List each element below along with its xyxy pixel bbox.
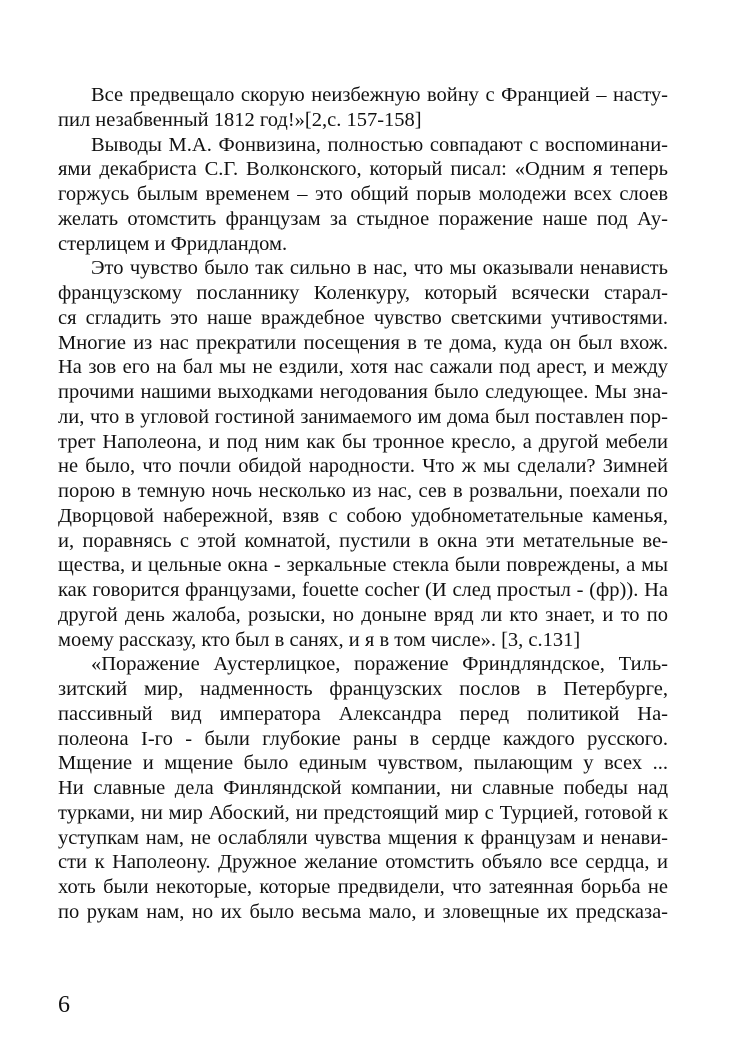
text-line: не было, что почли обидой народности. Что ж мы сделали? Зимней xyxy=(58,455,668,478)
text-line: как говорится французами, fouette cocher (И след простыл - (фр)). На xyxy=(58,579,668,601)
text-line: Это чувство было так сильно в нас, что мы оказывали ненависть xyxy=(91,257,668,280)
text-line: Многие из нас прекратили посещения в те дома, куда он был вхож. xyxy=(58,331,668,354)
text-line: Выводы М.А. Фонвизина, полностью совпадают с воспоминани- xyxy=(91,133,668,156)
text-line: по рукам нам, но их было весьма мало, и зловещные их предсказа- xyxy=(58,900,668,923)
text-line: ся сгладить это наше враждебное чувство светскими учтивостями. xyxy=(58,306,668,329)
text-line: пил незабвенный 1812 год!»[2,с. 157-158] xyxy=(58,108,422,131)
text-line: французскому посланнику Коленкуру, который всячески старал- xyxy=(58,282,668,304)
page-number: 6 xyxy=(58,992,70,1018)
text-line: и, поравнясь с этой комнатой, пустили в окна эти метательные ве- xyxy=(58,529,668,552)
text-line: щества, и цельные окна - зеркальные стекла были повреждены, а мы xyxy=(58,554,668,577)
text-line: турками, ни мир Абоский, ни предстоящий мир с Турцией, готовой к xyxy=(58,801,668,824)
text-line: зитский мир, надменность французских послов в Петербурге, xyxy=(58,678,668,700)
text-line: другой день жалоба, розыски, но доныне вряд ли кто знает, и то по xyxy=(58,603,668,626)
body-text xyxy=(58,83,668,925)
text-line: горжусь былым временем – это общий порыв молодежи всех слоев xyxy=(58,183,668,205)
text-line: пассивный вид императора Александра перед политикой На- xyxy=(58,702,668,725)
text-line: ли, что в угловой гостиной занимаемого им дома был поставлен пор- xyxy=(58,405,668,428)
text-line: Все предвещало скорую неизбежную войну с Францией – насту- xyxy=(91,84,668,106)
text-line: прочими нашими выходками негодования было следующее. Мы зна- xyxy=(58,381,668,403)
text-line: Дворцовой набережной, взяв с собою удобнометательные каменья, xyxy=(58,504,668,527)
text-line: хоть были некоторые, которые предвидели, что затеянная борьба не xyxy=(58,876,668,898)
text-line: моему рассказу, кто был в санях, и я в том числе». [3, с.131] xyxy=(58,628,581,651)
text-line: трет Наполеона, и под ним как бы тронное кресло, а другой мебели xyxy=(58,430,668,453)
text-line: стерлицем и Фридландом. xyxy=(58,232,288,255)
text-line: полеона I-го - были глубокие раны в сердце каждого русского. xyxy=(58,727,668,750)
text-line: ями декабриста С.Г. Волконского, который писал: «Одним я теперь xyxy=(58,158,668,181)
text-line: желать отомстить французам за стыдное поражение наше под Ау- xyxy=(58,207,668,230)
text-line: «Поражение Аустерлицкое, поражение Фриндляндское, Тиль- xyxy=(91,653,668,676)
text-line: На зов его на бал мы не ездили, хотя нас сажали под арест, и между xyxy=(58,356,668,379)
text-line: сти к Наполеону. Дружное желание отомстить объяло все сердца, и xyxy=(58,851,668,874)
text-line: порою в темную ночь несколько из нас, сев в розвальни, поехали по xyxy=(58,480,668,502)
text-line: Мщение и мщение было единым чувством, пылающим у всех ... xyxy=(58,752,668,775)
text-line: уступкам нам, не ослабляли чувства мщения к французам и ненави- xyxy=(58,826,668,849)
text-line: Ни славные дела Финляндской компании, ни славные победы над xyxy=(58,777,668,799)
